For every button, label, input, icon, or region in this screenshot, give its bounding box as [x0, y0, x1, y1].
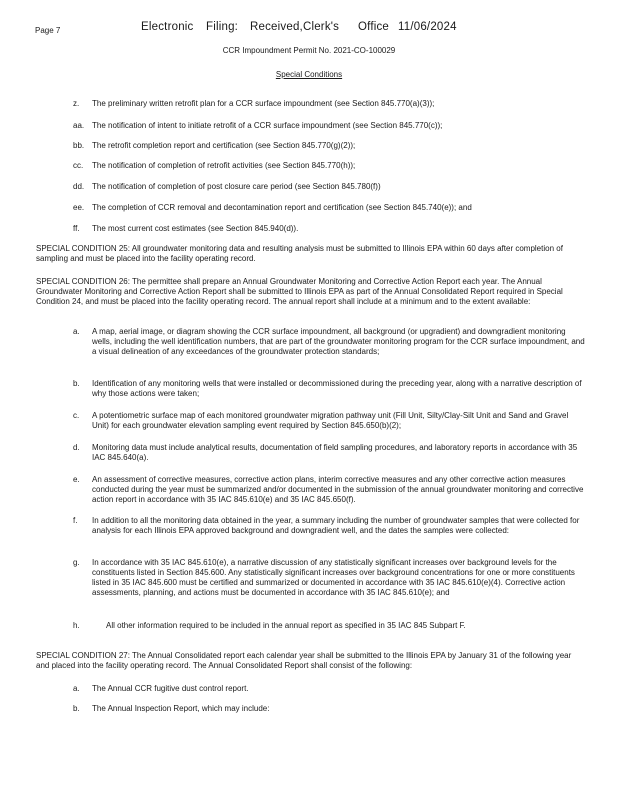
- list-item-label: d.: [73, 443, 80, 452]
- list-item-text: Identification of any monitoring wells that were installed or decommissioned during the preceding year, along with a narrative description of why those actions were taken;: [92, 379, 582, 398]
- permit-title: CCR Impoundment Permit No. 2021-CO-100029: [222, 46, 396, 55]
- list-item-label: cc.: [73, 161, 84, 170]
- stamp-electronic: Electronic: [141, 21, 194, 33]
- list-item-label: ff.: [73, 224, 80, 233]
- list-item-text: A map, aerial image, or diagram showing the CCR surface impoundment, all background (or upgradient) and downgradient monitoring wells, including the well identification numbers, that are part of the groundwater monitoring program for the CCR surface impoundment, and a visual delineation of any exceedances of the groundwater protection standards;: [92, 327, 585, 356]
- list-item-text: In addition to all the monitoring data obtained in the year, a summary including the number of groundwater samples that were collected for analysis for each Illinois EPA approved background and downgradient well, and the dates the samples were collected:: [92, 516, 580, 535]
- stamp-filing: Filing:: [206, 21, 239, 33]
- list-item-label: b.: [73, 379, 80, 388]
- list-item-label: aa.: [73, 121, 85, 130]
- list-item-label: ee.: [73, 203, 85, 212]
- list-item-text: Monitoring data must include analytical results, documentation of field sampling procedures, and laboratory reports in accordance with 35 IAC 845.640(a).: [92, 443, 578, 462]
- list-item-text: The most current cost estimates (see Section 845.940(d)).: [92, 224, 299, 233]
- list-item-label: h.: [73, 621, 80, 630]
- list-item-text: The retrofit completion report and certification (see Section 845.770(g)(2));: [92, 141, 356, 150]
- page-subtitle: [0, 70, 618, 79]
- list-item-text: The Annual CCR fugitive dust control report.: [92, 684, 249, 693]
- list-item-label: z.: [73, 99, 80, 108]
- stamp-office: Office: [358, 21, 390, 33]
- list-item-text: An assessment of corrective measures, corrective action plans, interim corrective measures and any other corrective action measures conducted during the year must be summarized and/or documented in the submission of the annual groundwater monitoring and corrective action report in accordance with 35 IAC 845.610(e) and 35 IAC 845.650(f).: [92, 475, 584, 504]
- list-item-label: a.: [73, 327, 80, 336]
- page-number: Page 7: [35, 26, 61, 35]
- stamp-date: 11/06/2024: [398, 21, 457, 33]
- list-item-text: All other information required to be included in the annual report as specified in 35 IAC 845 Subpart F.: [106, 621, 466, 630]
- subtitle-text: Special Conditions: [275, 70, 343, 79]
- stamp-received: Received,Clerk's: [250, 21, 340, 33]
- list-item-text: The notification of intent to initiate retrofit of a CCR surface impoundment (see Section 845.770(c));: [92, 121, 443, 130]
- list-item-label: bb.: [73, 141, 85, 150]
- list-item-label: c.: [73, 411, 80, 420]
- list-item-text: The notification of completion of post closure care period (see Section 845.780(f)): [92, 182, 381, 191]
- special-condition-27: SPECIAL CONDITION 27: The Annual Consolidated report each calendar year shall be submitted to the Illinois EPA by January 31 of the following year and placed into the facility operating record. The Annual Consolidated Report shall consist of the following:: [36, 651, 572, 670]
- list-item-label: f.: [73, 516, 78, 525]
- list-item-label: dd.: [73, 182, 85, 191]
- list-item-label: b.: [73, 704, 80, 713]
- list-item-text: The notification of completion of retrofit activities (see Section 845.770(h));: [92, 161, 356, 170]
- list-item-text: The preliminary written retrofit plan for a CCR surface impoundment (see Section 845.770(a)(3));: [92, 99, 435, 108]
- list-item-label: a.: [73, 684, 80, 693]
- special-condition-25: SPECIAL CONDITION 25: All groundwater monitoring data and resulting analysis must be submitted to Illinois EPA within 60 days after completion of sampling and must be placed into the facility operating record.: [36, 244, 563, 263]
- list-item-text: The Annual Inspection Report, which may include:: [92, 704, 270, 713]
- special-condition-26: SPECIAL CONDITION 26: The permittee shall prepare an Annual Groundwater Monitoring and Corrective Action Report each year. The Annual Groundwater Monitoring and Corrective Action Report shall be submitted to Illinois EPA as part of the Annual Consolidated Report required in Special Condition 24, and must be placed into the facility operating record. The annual report shall include at a minimum and to the extent available:: [36, 277, 563, 306]
- list-item-text: A potentiometric surface map of each monitored groundwater migration pathway unit (Fill Unit, Silty/Clay-Silt Unit and Sand and Gravel Unit) for each groundwater elevation sampling event required by Section 845.650(b)(2);: [92, 411, 569, 430]
- list-item-text: In accordance with 35 IAC 845.610(e), a narrative discussion of any statistically significant increases over background levels for the constituents listed in Section 845.600. Any statistically significant increases over background concentrations for one or more constituents listed in 35 IAC 845.600 must be certified and summarized or documented in accordance with 35 IAC 845.610(e)(4). Corrective action assessments, planning, and actions must be documented in accordance with 35 IAC 845.610(e); and: [92, 558, 575, 597]
- list-item-text: The completion of CCR removal and decontamination report and certification (see Section 845.740(e)); and: [92, 203, 472, 212]
- list-item-label: g.: [73, 558, 80, 567]
- list-item-label: e.: [73, 475, 80, 484]
